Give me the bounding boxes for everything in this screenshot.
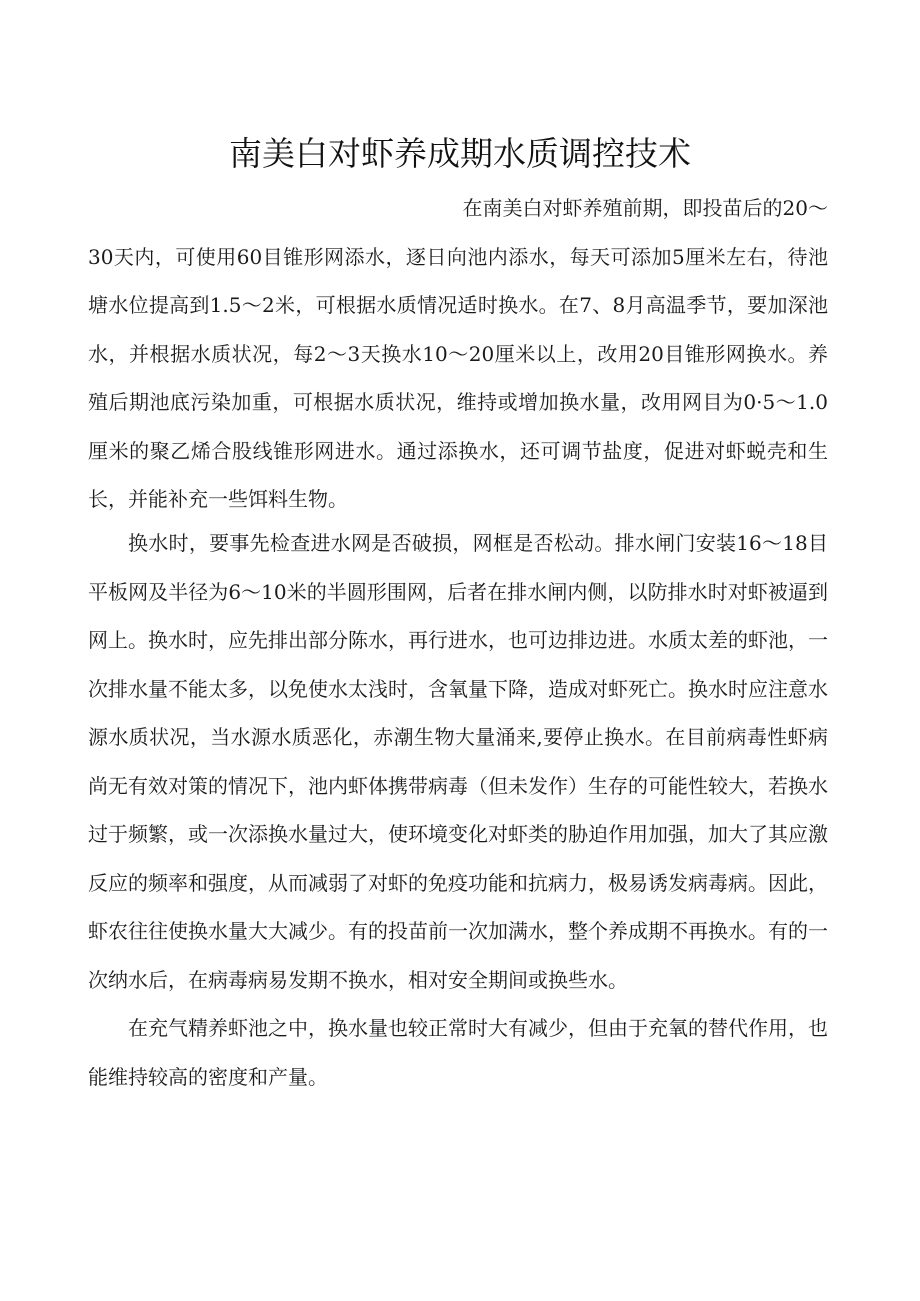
paragraph-3: 在充气精养虾池之中，换水量也较正常时大有减少，但由于充氧的替代作用，也能维持较高的密度和产量。 (88, 1016, 828, 1089)
paragraph-1-body: 30天内，可使用60目锥形网添水，逐日向池内添水，每天可添加5厘米左右，待池塘水位提高到1.5～2米，可根据水质情况适时换水。在7、8月高温季节，要加深池水，并根据水质状况，每2～3天换水10～20厘米以上，改用20目锥形网换水。养殖后期池底污染加重，可根据水质状况，维持或增加换水量，改用网目为0·5～1.0厘米的聚乙烯合股线锥形网进水。通过添换水，还可调节盐度，促进对虾蜕壳和生长，并能补充一些饵料生物。 (88, 244, 828, 511)
document-title: 南美白对虾养成期水质调控技术 (229, 134, 691, 173)
paragraph-1 (88, 184, 828, 524)
paragraph-1-first-line: 在南美白对虾养殖前期，即投苗后的20～ (462, 196, 828, 220)
paragraph-2: 换水时，要事先检查进水网是否破损，网框是否松动。排水闸门安装16～18目平板网及半径为6～10米的半圆形围网，后者在排水闸内侧，以防排水时对虾被逼到网上。换水时，应先排出部分陈水，再行进水，也可边排边进。水质太差的虾池，一次排水量不能太多，以免使水太浅时，含氧量下降，造成对虾死亡。换水时应注意水源水质状况，当水源水质恶化，赤潮生物大量涌来,要停止换水。在目前病毒性虾病尚无有效对策的情况下，池内虾体携带病毒（但未发作）生存的可能性较大，若换水过于频繁，或一次添换水量过大，使环境变化对虾类的胁迫作用加强，加大了其应激反应的频率和强度，从而减弱了对虾的免疫功能和抗病力，极易诱发病毒病。因此，虾农往往使换水量大大减少。有的投苗前一次加满水，整个养成期不再换水。有的一次纳水后，在病毒病易发期不换水，相对安全期间或换些水。 (88, 531, 828, 992)
